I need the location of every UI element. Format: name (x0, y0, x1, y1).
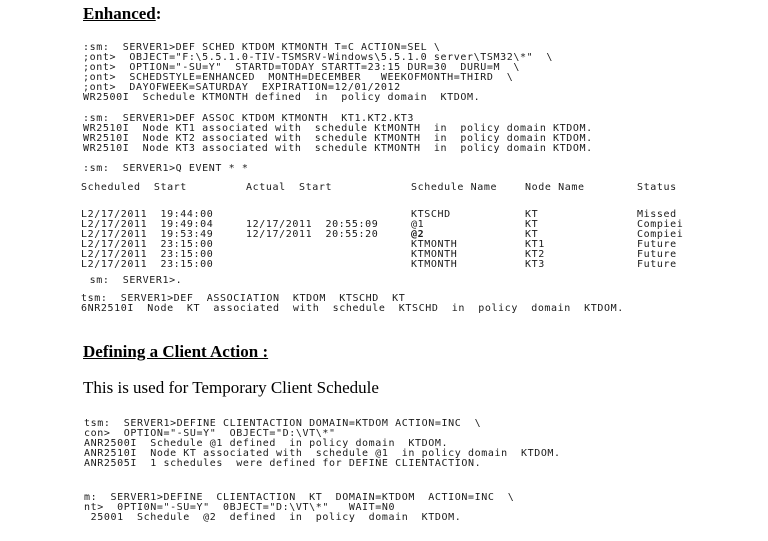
header-node-name: Node Name (525, 182, 585, 193)
header-scheduled-start: Scheduled Start (81, 182, 187, 193)
node-name-cell: KT3 (525, 259, 545, 270)
query-event-command: :sm: SERVER1>Q EVENT * * (83, 163, 249, 174)
scheduled-start-cell: L2/17/2011 19:49:04 (81, 219, 214, 230)
client-action-description: This is used for Temporary Client Schedule (83, 378, 379, 397)
schedule-name-cell: KTMONTH (411, 249, 458, 260)
node-name-cell: KT1 (525, 239, 545, 250)
actual-start-cell: 12/17/2011 20:55:20 (246, 229, 379, 240)
scheduled-start-cell: L2/17/2011 23:15:00 (81, 239, 214, 250)
node-name-cell: KT (525, 229, 539, 240)
header-status: Status (637, 182, 677, 193)
define-association-ktschd-command: tsm: SERVER1>DEF ASSOCIATION KTDOM KTSCHD KT 6NR2510I Node KT associated with schedule KTSCHD in policy domain KTDOM. (81, 293, 624, 314)
section-heading-client-action: Defining a Client Action : (83, 342, 269, 361)
status-cell: Compiei (637, 229, 684, 240)
event-table-header (81, 182, 677, 195)
event-table (81, 182, 684, 270)
scheduled-start-cell: L2/17/2011 23:15:00 (81, 249, 214, 260)
status-cell: Future (637, 249, 677, 260)
node-name-cell: KT (525, 219, 539, 230)
status-cell: Future (637, 259, 677, 270)
define-association-command: :sm: SERVER1>DEF ASSOC KTDOM KTMONTH KT1.KT2.KT3 WR2510I Node KT1 associated with schedule KtMONTH in policy domain KTDOM. WR2510I Node KT2 associated with schedule KTMONTH in policy domain KTDOM. WR2510I Node KT3 associated with schedule KTMONTH in policy domain KTDOM. (83, 113, 593, 154)
define-clientaction-wait-command: m: SERVER1>DEFINE CLIENTACTION KT DOMAIN=KTDOM ACTION=INC \ nt> 0PTI0N="-SU=Y" 0BJECT="D:\VT\*" WAIT=N0 25001 Schedule @2 defined in policy domain KTDOM. (84, 492, 515, 523)
header-schedule-name: Schedule Name (411, 182, 498, 193)
section-heading-enhanced: Enhanced: (83, 4, 162, 23)
schedule-name-cell: KTSCHD (411, 209, 451, 220)
scheduled-start-cell: L2/17/2011 23:15:00 (81, 259, 214, 270)
status-cell: Future (637, 239, 677, 250)
schedule-name-cell: @1 (411, 219, 425, 230)
actual-start-cell: 12/17/2011 20:55:09 (246, 219, 379, 230)
status-cell: Missed (637, 209, 677, 220)
node-name-cell: KT (525, 209, 539, 220)
define-schedule-command: :sm: SERVER1>DEF SCHED KTDOM KTMONTH T=C ACTION=SEL \ ;ont> OBJECT="F:\5.5.1.0-TIV-TSMSRV-Windows\5.5.1.0 server\TSM32\*" \ ;ont> OPTION="-SU=Y" STARTD=TODAY STARTT=23:15 DUR=30 DURU=M \ ;ont> SCHEDSTYLE=ENHANCED MONTH=DECEMBER WEEKOFMONTH=THIRD \ ;ont> DAYOFWEEK=SATURDAY EXPIRATION=12/01/2012 WR2500I Schedule KTMONTH defined in policy domain KTDOM. (83, 42, 554, 103)
header-actual-start: Actual Start (246, 182, 333, 193)
schedule-name-cell: KTMONTH (411, 259, 458, 270)
event-row (81, 259, 677, 270)
define-clientaction-command: tsm: SERVER1>DEFINE CLIENTACTION DOMAIN=KTDOM ACTION=INC \ con> OPTION="-SU=Y" OBJECT="D:\VT\*" ANR2500I Schedule @1 defined in policy domain KTDOM. ANR2510I Node KT associated with schedule @1 in policy domain KTDOM. ANR2505I 1 schedules were defined for DEFINE CLIENTACTION. (84, 418, 561, 469)
server-prompt: sm: SERVER1>. (83, 275, 183, 286)
node-name-cell: KT2 (525, 249, 545, 260)
schedule-name-cell: @2 (411, 229, 425, 240)
schedule-name-cell: KTMONTH (411, 239, 458, 250)
status-cell: Compiei (637, 219, 684, 230)
scheduled-start-cell: L2/17/2011 19:53:49 (81, 229, 214, 240)
scheduled-start-cell: L2/17/2011 19:44:00 (81, 209, 214, 220)
